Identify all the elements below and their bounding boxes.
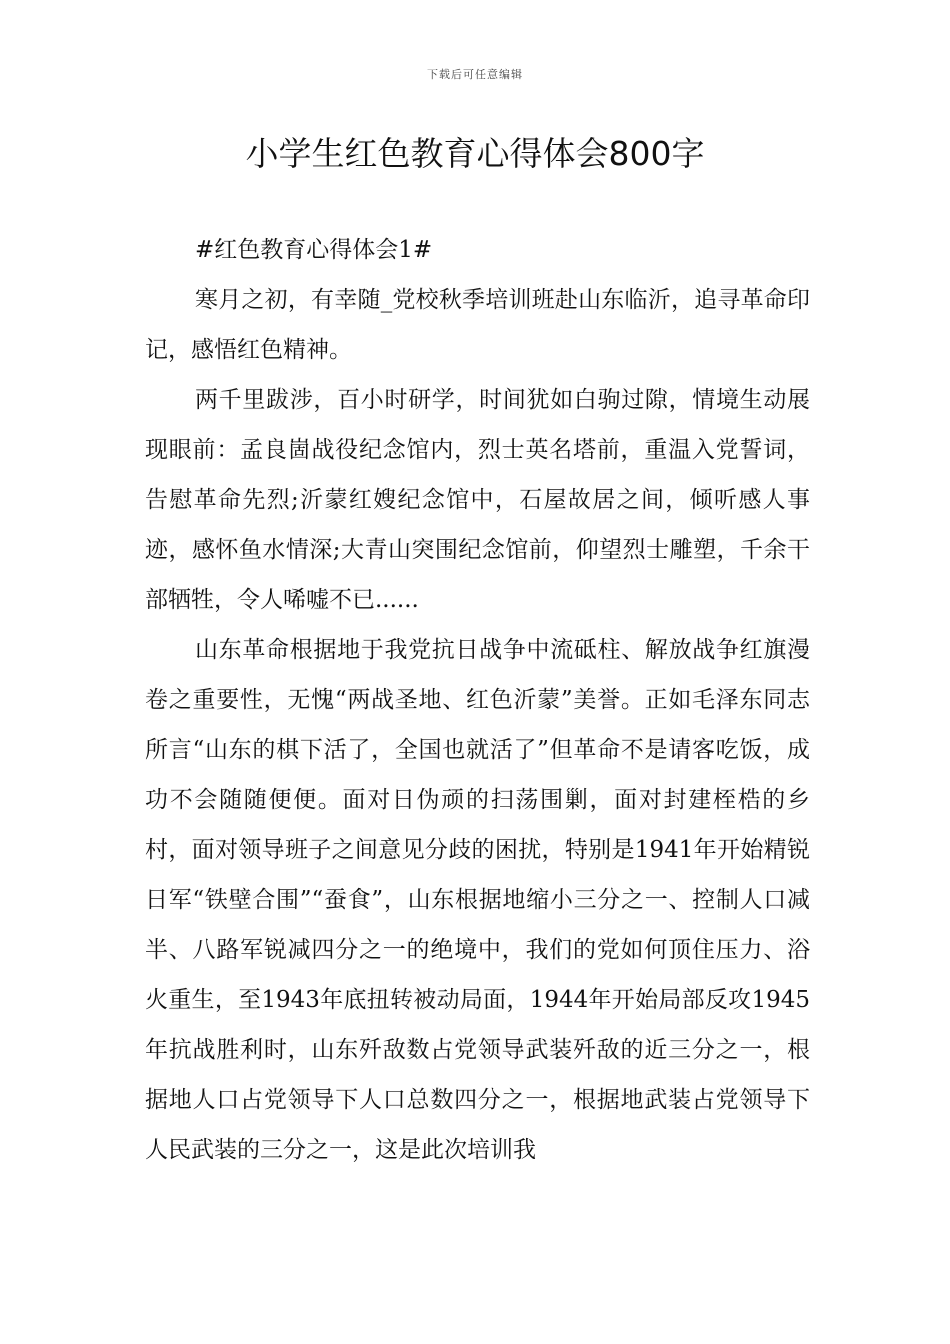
section-heading: #红色教育心得体会1# [195,237,433,263]
body-paragraph: 寒月之初，有幸随_党校秋季培训班赴山东临沂，追寻革命印记，感悟红色精神。 [145,287,810,363]
body-paragraph: 山东革命根据地于我党抗日战争中流砥柱、解放战争红旗漫卷之重要性，无愧“两战圣地、红色沂蒙”美誉。正如毛泽东同志所言“山东的棋下活了，全国也就活了”但革命不是请客吃饭，成功不会随随便便。面对日伪顽的扫荡围剿，面对封建桎梏的乡村，面对领导班子之间意见分歧的困扰，特别是1941年开始精锐日军“铁壁合围”“蚕食”，山东根据地缩小三分之一、控制人口减半、八路军锐减四分之一的绝境中，我们的党如何顶住压力、浴火重生，至1943年底扭转被动局面，1944年开始局部反攻1945年抗战胜利时，山东歼敌数占党领导武装歼敌的近三分之一，根据地人口占党领导下人口总数四分之一，根据地武装占党领导下人民武装的三分之一，这是此次培训我 [145,637,810,1163]
header-note: 下载后可任意编辑 [427,68,523,81]
document-title: 小学生红色教育心得体会800字 [245,134,705,173]
document-body [145,225,810,1175]
body-paragraph: 两千里跋涉，百小时研学，时间犹如白驹过隙，情境生动展现眼前：孟良崮战役纪念馆内，烈士英名塔前，重温入党誓词，告慰革命先烈;沂蒙红嫂纪念馆中，石屋故居之间，倾听感人事迹，感怀鱼水情深;大青山突围纪念馆前，仰望烈士雕塑，千余干部牺牲，令人唏嘘不已...... [145,387,810,613]
